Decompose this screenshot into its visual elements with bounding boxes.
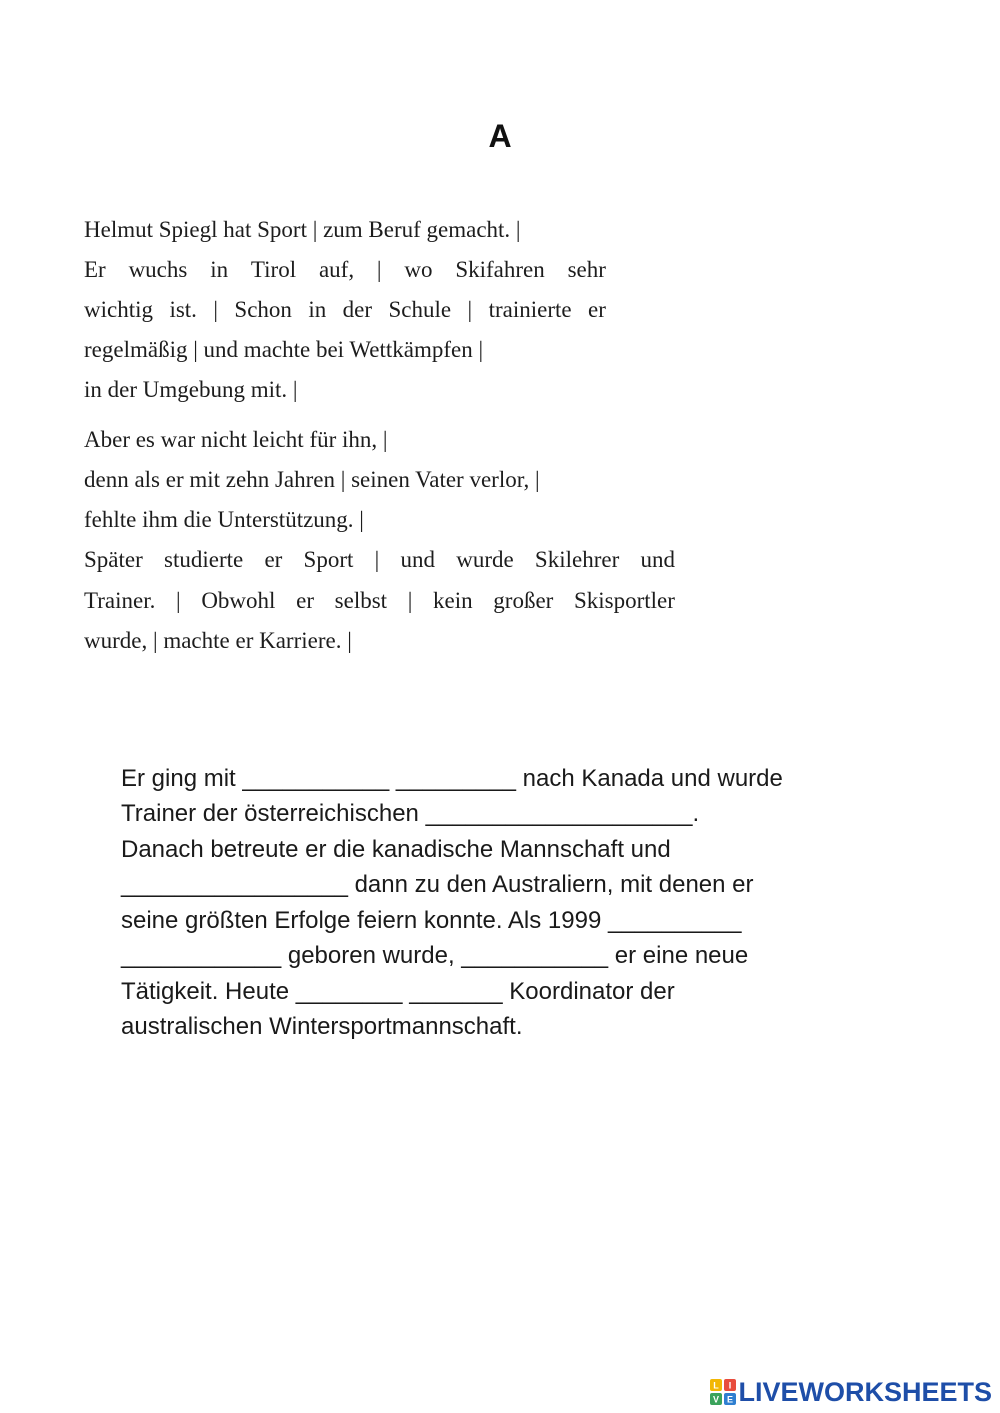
section-heading: A [488,118,512,154]
gap-line: Tätigkeit. Heute ________ _______ Koordinator der [121,978,675,1005]
gap-line: seine größten Erfolge feiern konnte. Als 1999 __________ [121,907,742,934]
gap-line: _________________ dann zu den Australiern, mit denen er [121,871,754,898]
reading-line: fehlte ihm die Unterstützung. | [84,507,364,532]
reading-line: in der Umgebung mit. | [84,377,298,402]
liveworksheets-watermark [710,1377,992,1407]
svg-text:V: V [713,1394,720,1405]
gap-line: ____________ geboren wurde, ___________ er eine neue [121,942,749,969]
reading-line: Später studierte er Sport | und wurde Skilehrer und [84,547,675,572]
reading-line: Helmut Spiegl hat Sport | zum Beruf gemacht. | [84,217,521,242]
gap-line: Trainer der österreichischen ____________________. [121,800,700,827]
svg-text:E: E [727,1394,734,1405]
liveworksheets-logo-icon [710,1379,736,1405]
reading-line: Aber es war nicht leicht für ihn, | [84,427,388,452]
svg-text:I: I [729,1380,732,1391]
reading-line: wichtig ist. | Schon in der Schule | trainierte er [84,297,606,322]
gap-line: australischen Wintersportmannschaft. [121,1013,523,1040]
svg-text:L: L [713,1380,720,1391]
reading-line: Trainer. | Obwohl er selbst | kein großer Skisportler [84,588,675,613]
gap-line: Danach betreute er die kanadische Mannschaft und [121,836,671,863]
reading-line: denn als er mit zehn Jahren | seinen Vater verlor, | [84,467,540,492]
reading-line: wurde, | machte er Karriere. | [84,628,352,653]
gap-line: Er ging mit ___________ _________ nach Kanada und wurde [121,765,783,792]
watermark-text: LIVEWORKSHEETS [738,1376,992,1407]
reading-line: Er wuchs in Tirol auf, | wo Skifahren sehr [84,257,606,282]
reading-line: regelmäßig | und machte bei Wettkämpfen | [84,337,484,362]
